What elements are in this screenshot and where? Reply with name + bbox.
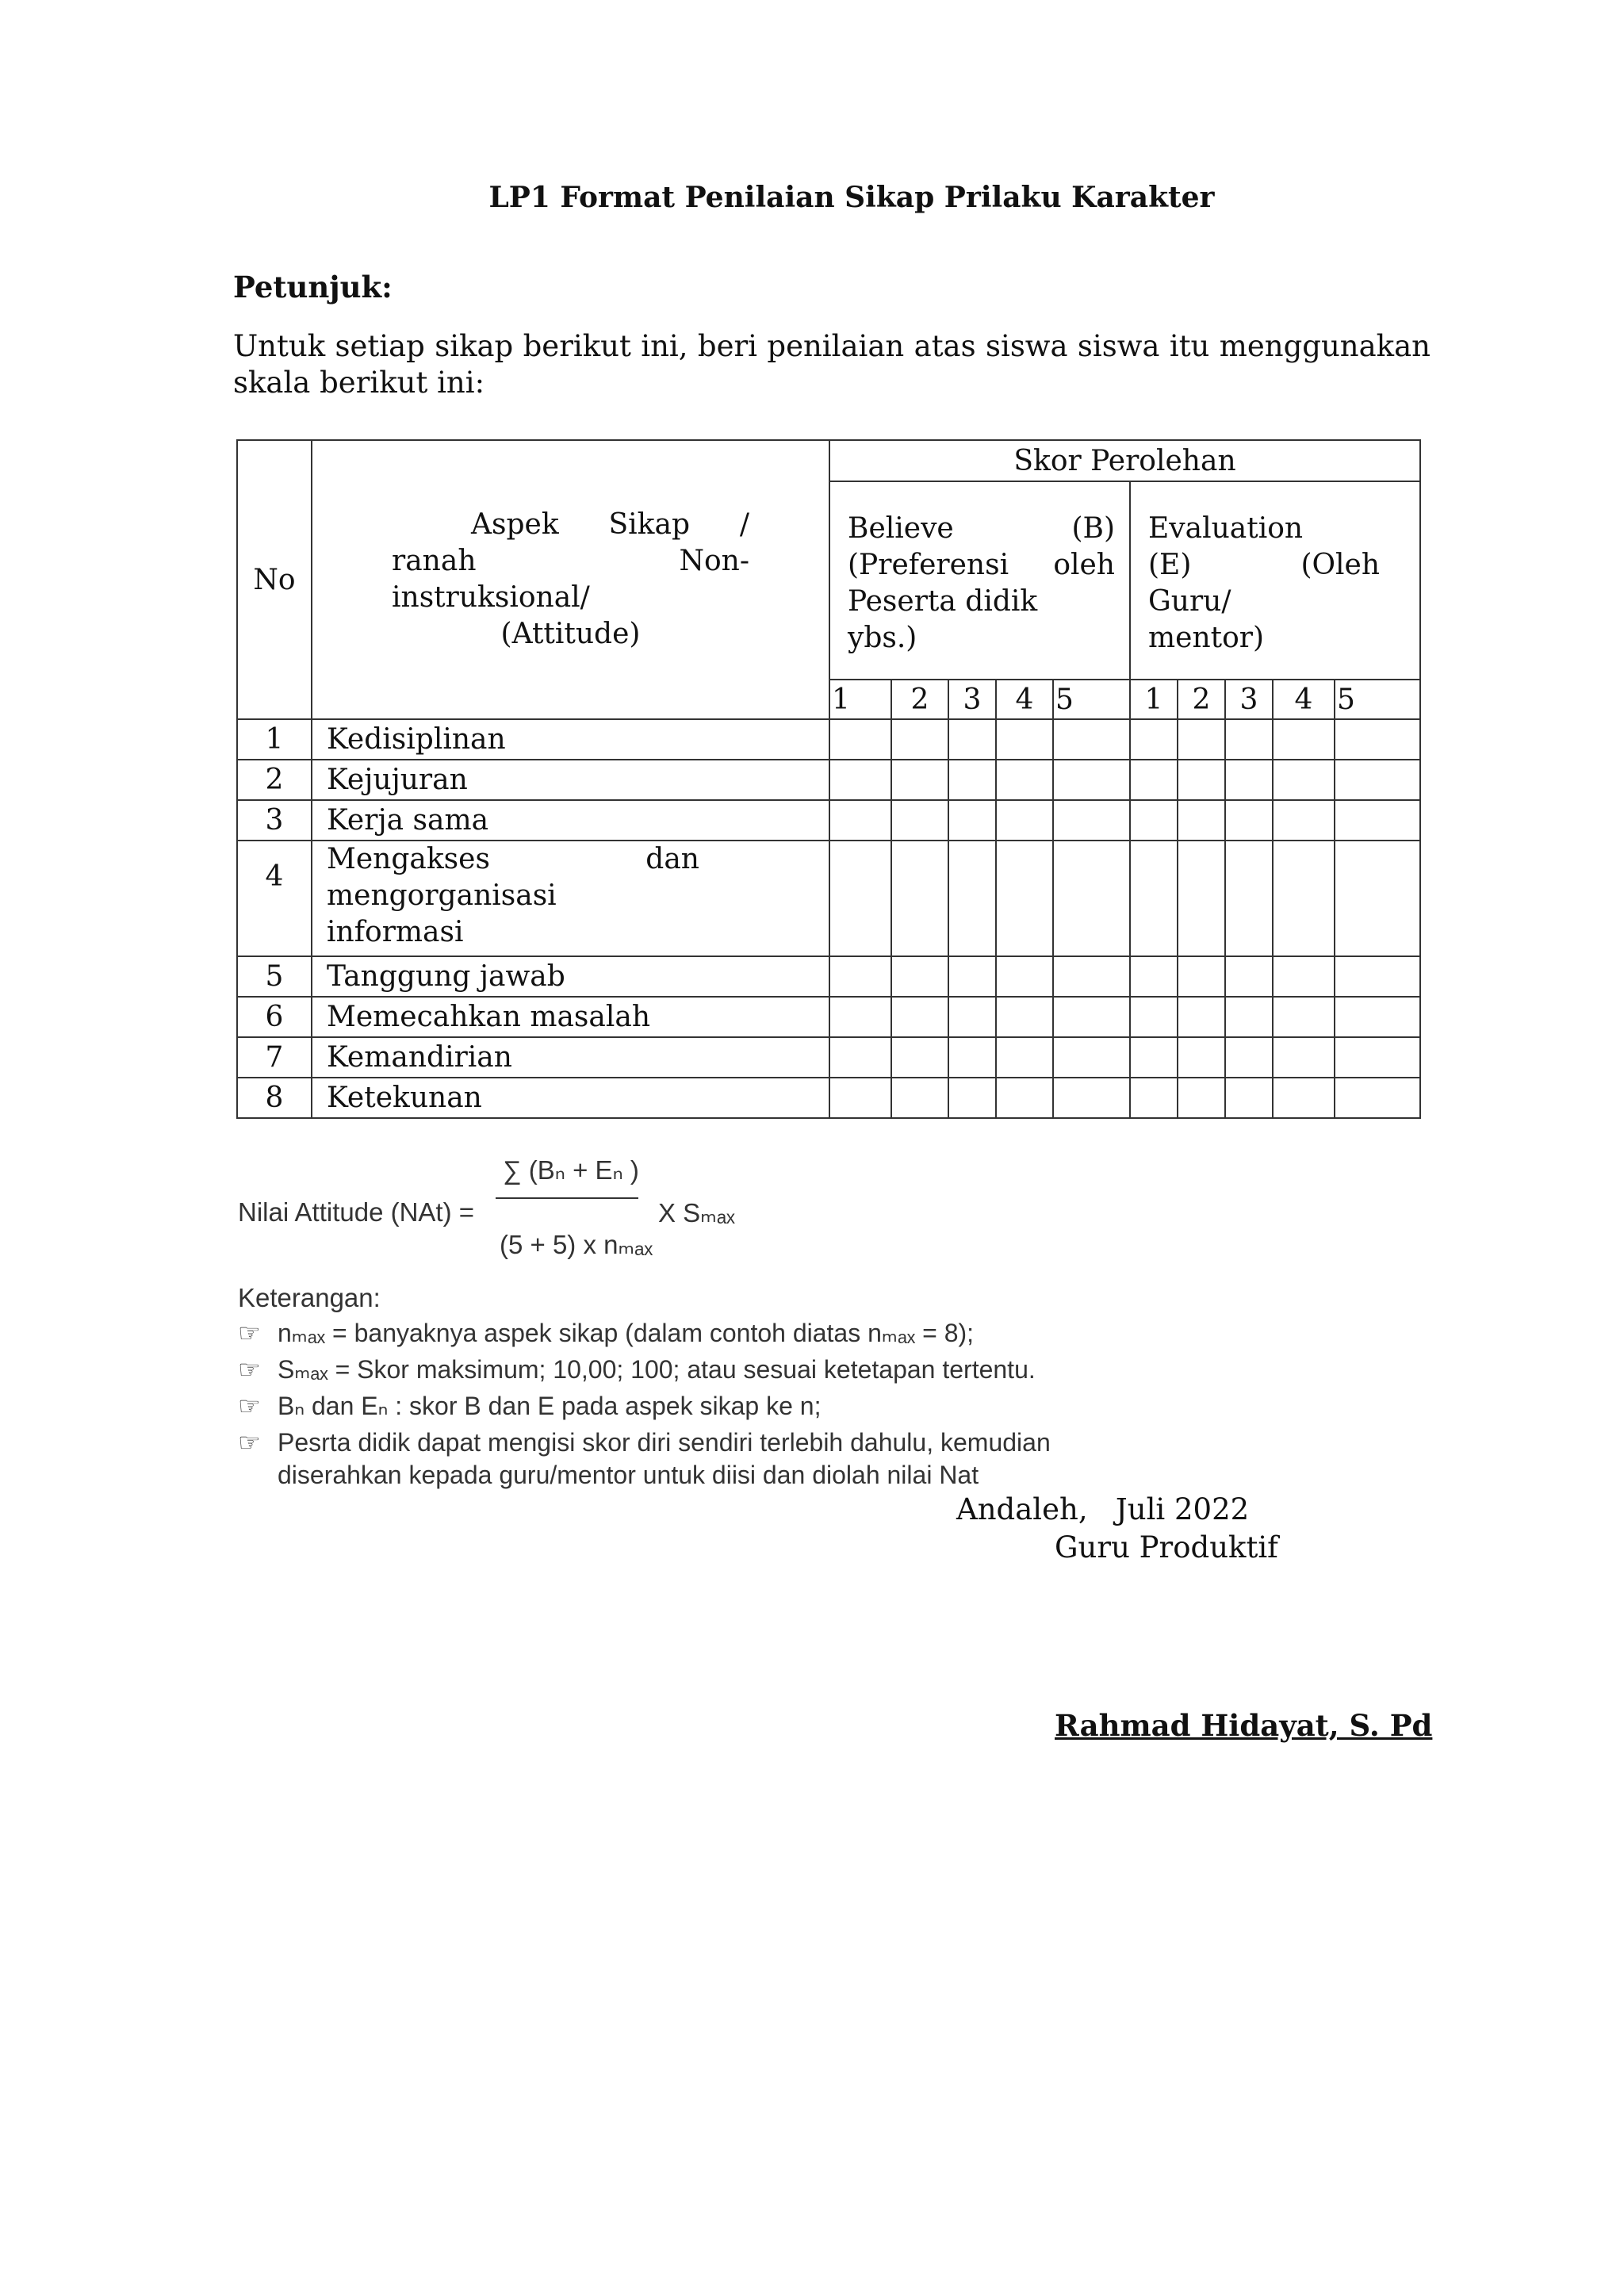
note-text: Bₙ dan Eₙ : skor B dan E pada aspek sikap ke n;	[278, 1392, 822, 1420]
formula-numerator: ∑ (Bₙ + Eₙ )	[503, 1155, 639, 1185]
score-cell[interactable]	[1273, 760, 1335, 800]
table-row	[237, 800, 1420, 841]
score-cell[interactable]	[948, 956, 996, 997]
score-cell[interactable]	[948, 719, 996, 760]
fraction-bar	[496, 1197, 638, 1199]
formula-denominator: (5 + 5) x nₘₐₓ	[500, 1230, 653, 1259]
score-cell[interactable]	[829, 841, 891, 956]
score-cell[interactable]	[891, 719, 948, 760]
score-cell[interactable]	[996, 1078, 1053, 1118]
score-cell[interactable]	[891, 1078, 948, 1118]
scale-e-3: 3	[1225, 680, 1273, 719]
note-item-continuation	[238, 1461, 979, 1490]
scale-b-5: 5	[1053, 680, 1130, 719]
score-cell[interactable]	[829, 956, 891, 997]
dan-word: dan	[645, 843, 699, 875]
row-aspek: Kedisiplinan	[312, 719, 829, 760]
row-aspek: Kerja sama	[312, 800, 829, 841]
guru-word: Guru/	[1148, 585, 1231, 618]
formula-block	[238, 1150, 1174, 1489]
score-cell[interactable]	[1335, 719, 1420, 760]
score-cell[interactable]	[891, 997, 948, 1037]
score-cell[interactable]	[1053, 997, 1130, 1037]
score-cell[interactable]	[891, 760, 948, 800]
score-cell[interactable]	[1130, 719, 1178, 760]
score-cell[interactable]	[891, 841, 948, 956]
score-cell[interactable]	[1335, 1078, 1420, 1118]
keterangan-label: Keterangan:	[238, 1283, 381, 1312]
score-cell[interactable]	[996, 1037, 1053, 1078]
aspek-word: Aspek	[471, 508, 559, 541]
row-no: 5	[237, 956, 312, 997]
row-aspek: Ketekunan	[312, 1078, 829, 1118]
header-skor-perolehan: Skor Perolehan	[829, 440, 1420, 481]
score-cell[interactable]	[1053, 800, 1130, 841]
instruksional-word: instruksional/	[392, 581, 590, 614]
score-cell[interactable]	[1130, 800, 1178, 841]
row-aspek: Memecahkan masalah	[312, 997, 829, 1037]
score-cell[interactable]	[996, 800, 1053, 841]
mentor-word: mentor)	[1148, 622, 1265, 654]
score-cell[interactable]	[1178, 719, 1225, 760]
score-cell[interactable]	[1335, 800, 1420, 841]
scale-e-1: 1	[1130, 680, 1178, 719]
score-cell[interactable]	[1053, 1078, 1130, 1118]
table-row	[237, 719, 1420, 760]
mengorganisasi-word: mengorganisasi	[327, 879, 557, 912]
score-cell[interactable]	[1225, 1078, 1273, 1118]
row-aspek: Kemandirian	[312, 1037, 829, 1078]
score-cell[interactable]	[1130, 841, 1178, 956]
table-row	[237, 841, 1420, 956]
row-no: 3	[237, 800, 312, 841]
score-cell[interactable]	[948, 760, 996, 800]
document-title: LP1 Format Penilaian Sikap Prilaku Karakter	[488, 181, 1215, 214]
score-cell[interactable]	[1225, 841, 1273, 956]
score-cell[interactable]	[1178, 760, 1225, 800]
note-item	[238, 1427, 1051, 1457]
slash-word: /	[739, 508, 749, 541]
header-aspek	[312, 440, 829, 719]
b-word: (B)	[1071, 512, 1115, 545]
table-row	[237, 997, 1420, 1037]
score-cell[interactable]	[1225, 997, 1273, 1037]
score-cell[interactable]	[829, 1078, 891, 1118]
row-no: 8	[237, 1078, 312, 1118]
score-cell[interactable]	[1053, 760, 1130, 800]
table-row	[237, 956, 1420, 997]
scale-b-1: 1	[829, 680, 891, 719]
score-cell[interactable]	[1335, 841, 1420, 956]
table-row	[237, 1078, 1420, 1118]
score-cell[interactable]	[1225, 760, 1273, 800]
signature-place: Andaleh,	[956, 1492, 1088, 1526]
note-item	[238, 1354, 1036, 1384]
row-no: 6	[237, 997, 312, 1037]
score-cell[interactable]	[1053, 1037, 1130, 1078]
score-cell[interactable]	[1225, 956, 1273, 997]
signature-place-date	[956, 1492, 1249, 1526]
score-cell[interactable]	[1335, 997, 1420, 1037]
score-cell[interactable]	[1335, 760, 1420, 800]
score-cell[interactable]	[1273, 1078, 1335, 1118]
note-item	[238, 1318, 974, 1348]
score-cell[interactable]	[1178, 841, 1225, 956]
mengakses-word: Mengakses	[327, 843, 490, 875]
scale-b-4: 4	[996, 680, 1053, 719]
attitude-word: (Attitude)	[500, 618, 641, 650]
score-cell[interactable]	[948, 1037, 996, 1078]
score-cell[interactable]	[829, 719, 891, 760]
score-cell[interactable]	[948, 997, 996, 1037]
score-cell[interactable]	[1053, 841, 1130, 956]
scale-e-5: 5	[1335, 680, 1420, 719]
scale-b-3: 3	[948, 680, 996, 719]
evaluation-word: Evaluation	[1148, 512, 1304, 545]
score-cell[interactable]	[948, 800, 996, 841]
row-no: 1	[237, 719, 312, 760]
table-row	[237, 760, 1420, 800]
informasi-word: informasi	[327, 916, 464, 948]
score-cell[interactable]	[829, 1037, 891, 1078]
score-cell[interactable]	[1130, 1037, 1178, 1078]
row-aspek: Tanggung jawab	[312, 956, 829, 997]
score-cell[interactable]	[996, 841, 1053, 956]
score-cell[interactable]	[1053, 719, 1130, 760]
score-cell[interactable]	[1273, 997, 1335, 1037]
score-cell[interactable]	[1273, 956, 1335, 997]
signature-date: Juli 2022	[1115, 1492, 1250, 1526]
score-cell[interactable]	[996, 760, 1053, 800]
score-cell[interactable]	[891, 800, 948, 841]
score-cell[interactable]	[1273, 719, 1335, 760]
hand-pointer-icon: ☞	[238, 1319, 261, 1347]
score-cell[interactable]	[1053, 956, 1130, 997]
score-cell[interactable]	[1178, 800, 1225, 841]
note-text: Sₘₐₓ = Skor maksimum; 10,00; 100; atau sesuai ketetapan tertentu.	[278, 1355, 1036, 1384]
score-cell[interactable]	[1178, 1078, 1225, 1118]
hand-pointer-icon: ☞	[238, 1392, 261, 1420]
score-cell[interactable]	[1225, 719, 1273, 760]
oleh-word: oleh	[1053, 549, 1115, 581]
score-cell[interactable]	[996, 956, 1053, 997]
score-cell[interactable]	[1130, 997, 1178, 1037]
score-cell[interactable]	[1273, 841, 1335, 956]
score-cell[interactable]	[1178, 956, 1225, 997]
signature-name: Rahmad Hidayat, S. Pd	[1055, 1708, 1433, 1743]
header-believe	[829, 481, 1130, 680]
score-cell[interactable]	[829, 760, 891, 800]
row-aspek	[312, 841, 829, 956]
signature-role: Guru Produktif	[1055, 1530, 1278, 1564]
peserta-word: Peserta didik ybs.)	[848, 585, 1038, 654]
note-text: diserahkan kepada guru/mentor untuk diisi dan diolah nilai Nat	[278, 1461, 979, 1489]
score-cell[interactable]	[1178, 997, 1225, 1037]
row-no: 2	[237, 760, 312, 800]
score-cell[interactable]	[1273, 1037, 1335, 1078]
score-cell[interactable]	[891, 956, 948, 997]
score-cell[interactable]	[996, 719, 1053, 760]
score-cell[interactable]	[996, 997, 1053, 1037]
score-cell[interactable]	[1335, 956, 1420, 997]
score-cell[interactable]	[829, 997, 891, 1037]
score-cell[interactable]	[829, 800, 891, 841]
score-cell[interactable]	[1178, 1037, 1225, 1078]
score-cell[interactable]	[1130, 760, 1178, 800]
scale-b-2: 2	[891, 680, 948, 719]
score-cell[interactable]	[948, 841, 996, 956]
oleh-guru-word: (Oleh	[1300, 549, 1380, 581]
table-row	[237, 1037, 1420, 1078]
header-evaluation	[1130, 481, 1420, 680]
non-word: Non-	[679, 545, 749, 577]
instruction-text: Untuk setiap sikap berikut ini, beri penilaian atas siswa siswa itu menggunakan skala berikut ini:	[233, 329, 1431, 400]
score-cell[interactable]	[948, 1078, 996, 1118]
score-cell[interactable]	[1225, 1037, 1273, 1078]
score-cell[interactable]	[1225, 800, 1273, 841]
score-cell[interactable]	[891, 1037, 948, 1078]
hand-pointer-icon: ☞	[238, 1428, 261, 1457]
row-aspek: Kejujuran	[312, 760, 829, 800]
note-text: Pesrta didik dapat mengisi skor diri sendiri terlebih dahulu, kemudian	[278, 1428, 1051, 1457]
row-no: 4	[237, 841, 312, 956]
ranah-word: ranah	[392, 545, 477, 577]
row-no: 7	[237, 1037, 312, 1078]
scale-e-4: 4	[1273, 680, 1335, 719]
note-text: nₘₐₓ = banyaknya aspek sikap (dalam contoh diatas nₘₐₓ = 8);	[278, 1319, 975, 1347]
preferensi-word: (Preferensi	[848, 549, 1009, 581]
formula-multiplier: X Sₘₐₓ	[658, 1198, 735, 1227]
score-cell[interactable]	[1130, 956, 1178, 997]
petunjuk-label: Petunjuk:	[233, 270, 393, 304]
e-word: (E)	[1148, 549, 1192, 581]
formula-label: Nilai Attitude (NAt) =	[238, 1197, 475, 1227]
believe-word: Believe	[848, 512, 954, 545]
score-cell[interactable]	[1130, 1078, 1178, 1118]
assessment-table	[236, 439, 1421, 1119]
note-item	[238, 1391, 821, 1421]
header-no: No	[237, 440, 312, 719]
score-cell[interactable]	[1273, 800, 1335, 841]
sikap-word: Sikap	[608, 508, 690, 541]
score-cell[interactable]	[1335, 1037, 1420, 1078]
scale-e-2: 2	[1178, 680, 1225, 719]
hand-pointer-icon: ☞	[238, 1355, 261, 1384]
